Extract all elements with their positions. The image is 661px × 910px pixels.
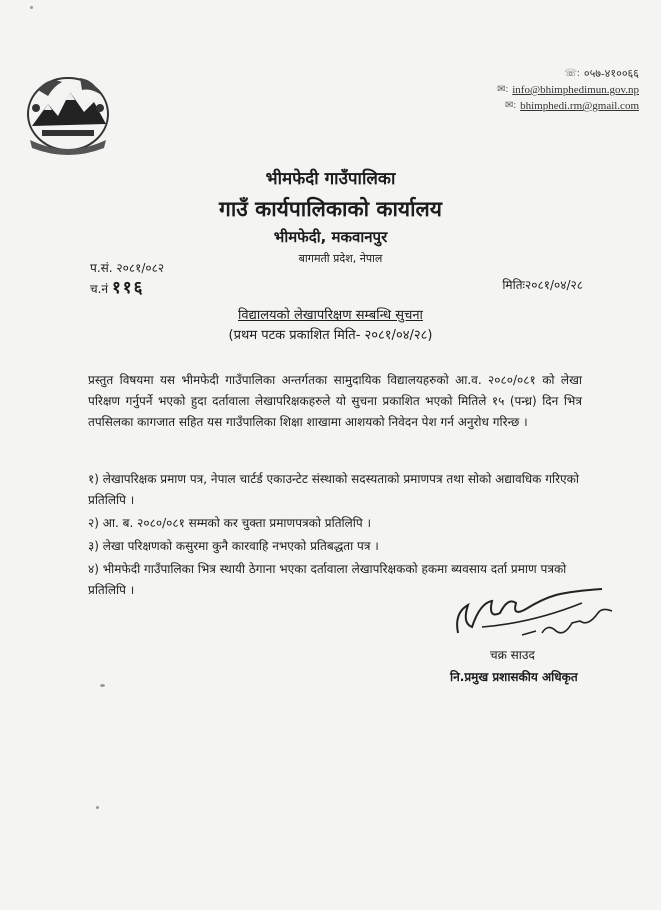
- issue-date: मितिः२०८१/०४/२८: [502, 278, 583, 292]
- list-item: २) आ. ब. २०८०/०८१ सम्मको कर चुक्ता प्रमाणपत्रको प्रतिलिपि ।: [88, 516, 372, 530]
- scan-speck: [100, 684, 105, 687]
- phone-number: ०५७-४१००६६: [583, 68, 639, 80]
- office-name: गाउँ कार्यपालिकाको कार्यालय: [219, 197, 442, 221]
- contact-info: [497, 66, 639, 114]
- notice-body: प्रस्तुत विषयमा यस भीमफेदी गाउँपालिका अन्तर्गतका सामुदायिक विद्यालयहरुको आ.व. २०८०/०८१ को लेखा परिक्षण गर्नुपर्ने भएको हुदा दर्तावाला लेखापरिक्षकहरुले यो सुचना प्रकाशित भएको मितिले १५ (पन्ध्र) दिन भित्र तपसिलका कागजात सहित यस गाउँपालिका शिक्षा शाखामा आशयको निवेदन पेश गर्न अनुरोध गरिन्छ ।: [88, 373, 582, 429]
- publication-date: (प्रथम पटक प्रकाशित मिति- २०८१/०४/२८): [228, 328, 433, 343]
- email-address: info@bhimphedimun.gov.np: [512, 84, 639, 96]
- signatory-name: चक्र साउद: [490, 648, 535, 662]
- gmail-address: bhimphedi.rm@gmail.com: [520, 100, 639, 112]
- list-item: ४) भीमफेदी गाउँपालिका भित्र स्थायी ठेगाना भएका दर्तावाला लेखापरिक्षकको हकमा ब्यवसाय दर्ता प्रमाण पत्रको प्रतिलिपि ।: [88, 562, 567, 597]
- scan-speck: [96, 806, 99, 809]
- dispatch-number-value: ११६: [111, 278, 145, 298]
- office-address: भीमफेदी, मकवानपुर: [273, 228, 388, 246]
- letter-number: प.सं. २०८१/०८२: [90, 261, 165, 275]
- reference-numbers: [90, 258, 164, 299]
- list-item: ३) लेखा परिक्षणको कसुरमा कुनै कारवाहि नभएको प्रतिबद्धता पत्र ।: [88, 539, 379, 553]
- phone-icon: ☏:: [564, 68, 580, 79]
- email-row: [497, 82, 639, 98]
- handwritten-signature: [452, 583, 622, 643]
- list-item: १) लेखापरिक्षक प्रमाण पत्र, नेपाल चार्टर्ड एकाउन्टेट संस्थाको सदस्यताको प्रमाणपत्र तथा सोको अद्यावधिक गरिएको प्रतिलिपि ।: [88, 472, 579, 507]
- gmail-row: [497, 98, 639, 114]
- mail-icon: ✉:: [504, 100, 517, 111]
- dispatch-number-label: च.नं: [90, 282, 109, 296]
- phone-row: [497, 66, 639, 82]
- office-header: [0, 166, 661, 266]
- scan-speck: [30, 6, 33, 9]
- nepal-emblem-logo: [18, 68, 118, 156]
- dispatch-number-row: [90, 278, 164, 299]
- province-country: बागमती प्रदेश, नेपाल: [298, 252, 383, 265]
- signatory-title: नि.प्रमुख प्रशासकीय अधिकृत: [450, 670, 578, 684]
- municipality-name: भीमफेदी गाउँपालिका: [265, 169, 396, 189]
- subject: [0, 306, 661, 346]
- subject-title: विद्यालयको लेखापरिक्षण सम्बन्धि सुचना: [238, 308, 423, 323]
- mail-icon: ✉:: [497, 84, 509, 95]
